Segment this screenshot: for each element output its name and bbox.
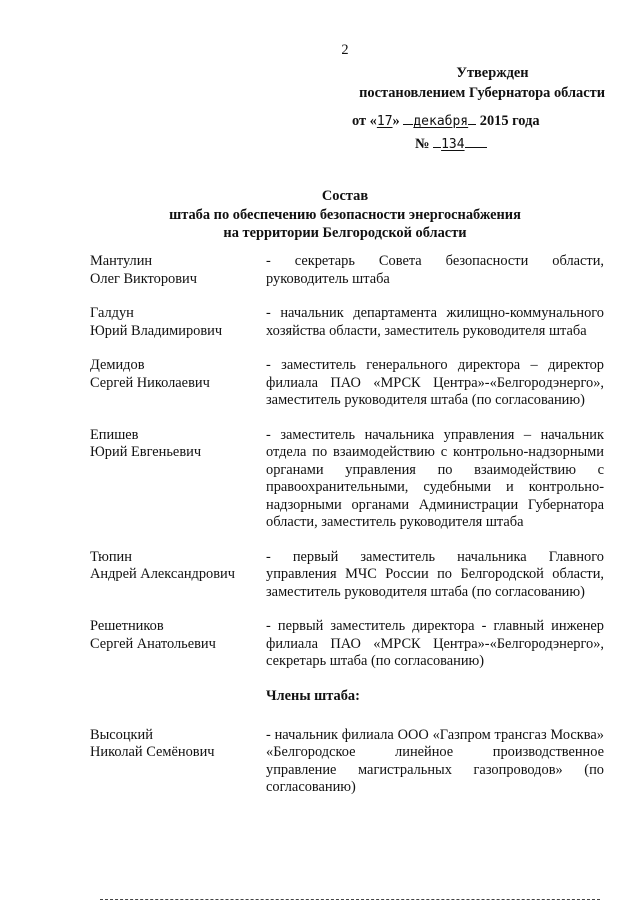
title-line-3: на территории Белгородской области (223, 225, 467, 241)
member-name (90, 549, 266, 602)
member-role: - первый заместитель директора - главный инженер филиала ПАО «МРСК Центра»-«Белгородэнерго», секретарь штаба (по согласованию) (266, 618, 604, 669)
member-given-name: Сергей Николаевич (90, 374, 210, 391)
member-role: - секретарь Совета безопасности области, руководитель штаба (266, 253, 604, 287)
date-month: декабря (413, 114, 469, 129)
date-prefix: от « (352, 113, 377, 129)
member-name (90, 727, 266, 797)
member-row (90, 549, 604, 602)
member-role: - начальник департамента жилищно-коммунального хозяйства области, заместитель руководителя штаба (266, 305, 604, 339)
member-given-name: Андрей Александрович (90, 566, 235, 582)
member-given-name: Юрий Владимирович (90, 322, 223, 339)
member-role: - заместитель генерального директора – директор филиала ПАО «МРСК Центра»-«Белгородэнерго», заместитель руководителя штаба (по согласованию) (266, 357, 604, 408)
member-row (90, 253, 604, 288)
member-role: - первый заместитель начальника Главного управления МЧС России по Белгородской области, заместитель руководителя штаба (по согласованию) (266, 548, 604, 600)
date-mid: » (392, 113, 400, 129)
member-surname: Высоцкий (90, 726, 153, 743)
member-name (90, 305, 266, 340)
member-surname: Тюпин (90, 548, 132, 565)
date-day: 17 (376, 114, 393, 129)
number-label: № (415, 135, 430, 152)
member-surname: Решетников (90, 618, 164, 634)
member-name (90, 427, 266, 532)
member-role: - заместитель начальника управления – начальник отдела по взаимодействию с контрольно-надзорными органами управления по взаимодействию с правоохранительными, судебными и контрольно-надзорными органами Администрации Губернатора области, заместитель руководителя штаба (266, 426, 604, 530)
member-role: - начальник филиала ООО «Газпром трансгаз Москва» «Белгородское линейное производственное управление магистральных газопроводов» (по согласованию) (266, 726, 604, 795)
decree-number: 134 (441, 136, 465, 152)
title-line-1: Состав (321, 188, 369, 204)
member-row (90, 305, 604, 340)
title-line-2: штаба по обеспечению безопасности энергоснабжения (169, 206, 521, 223)
member-row (90, 357, 604, 410)
member-name (90, 618, 266, 671)
approval-block (320, 64, 605, 154)
staff-member-row (90, 727, 604, 797)
member-surname: Демидов (90, 357, 145, 373)
document-title (90, 187, 600, 243)
approval-date (320, 112, 605, 132)
approval-heading: Утвержден (456, 65, 529, 81)
page-bottom-rule (100, 899, 600, 900)
member-row (90, 427, 604, 532)
staff-heading: Члены штаба: (266, 687, 360, 704)
date-year: 2015 года (479, 113, 540, 129)
member-surname: Мантулин (90, 253, 153, 269)
member-given-name: Юрий Евгеньевич (90, 444, 202, 460)
member-surname: Епишев (90, 426, 139, 443)
member-given-name: Николай Семёнович (90, 744, 215, 760)
member-name (90, 357, 266, 410)
members-list (90, 253, 604, 814)
member-given-name: Олег Викторович (90, 270, 197, 287)
approval-decree: постановлением Губернатора области (359, 84, 605, 101)
member-row (90, 618, 604, 671)
member-name (90, 253, 266, 288)
member-surname: Галдун (90, 305, 134, 321)
page-number: 2 (341, 42, 349, 58)
member-given-name: Сергей Анатольевич (90, 635, 216, 652)
approval-number (320, 135, 605, 155)
